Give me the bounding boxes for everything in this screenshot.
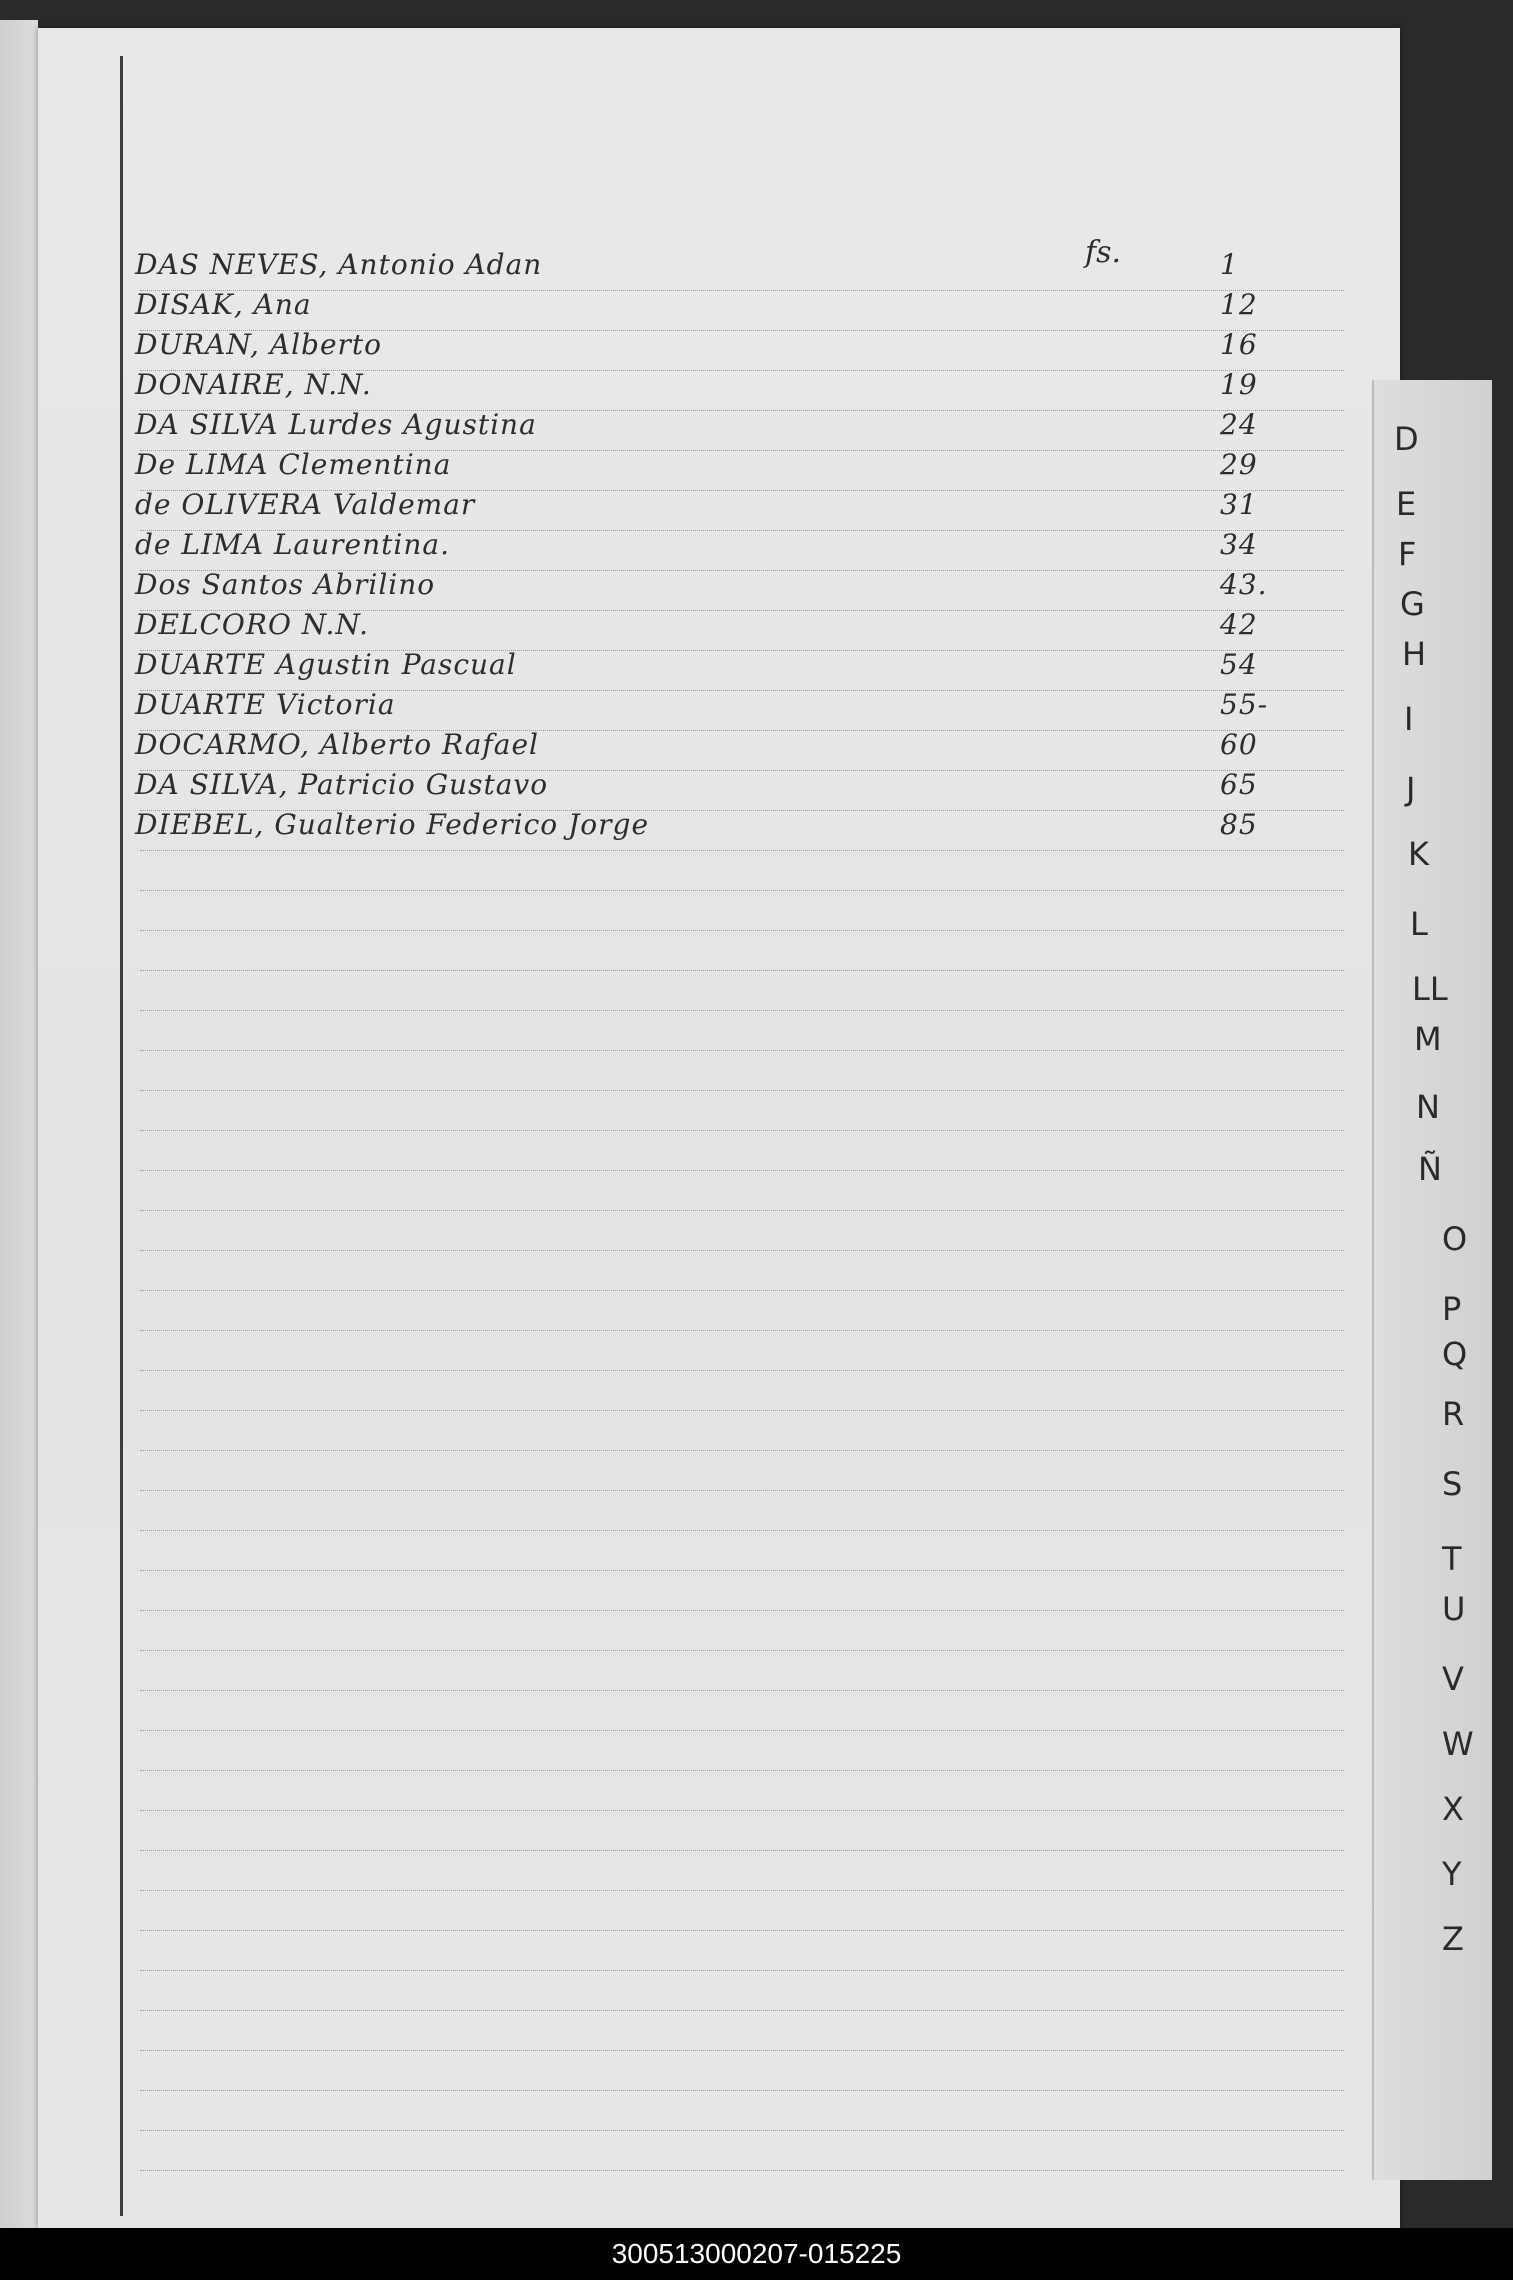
ruled-line: [140, 1170, 1344, 1171]
alphabet-tab[interactable]: G: [1400, 585, 1425, 623]
entry-name: de LIMA Laurentina.: [135, 528, 450, 561]
entry-page-number: 1: [1220, 248, 1239, 281]
index-entry: [135, 525, 1335, 565]
alphabet-tab[interactable]: X: [1442, 1790, 1464, 1828]
alphabet-tab[interactable]: J: [1406, 770, 1416, 808]
alphabet-tab[interactable]: LL: [1412, 970, 1448, 1008]
image-caption: 300513000207-015225: [0, 2228, 1513, 2280]
ruled-line: [140, 1690, 1344, 1691]
alphabet-tab[interactable]: L: [1410, 905, 1428, 943]
entry-name: de OLIVERA Valdemar: [135, 488, 476, 521]
index-entry: [135, 685, 1335, 725]
previous-page-edge: [0, 20, 38, 2228]
entry-name: DONAIRE, N.N.: [135, 368, 372, 401]
entry-name: DURAN, Alberto: [135, 328, 383, 361]
entry-page-number: 16: [1220, 328, 1258, 361]
ruled-line: [140, 1530, 1344, 1531]
alphabet-tab[interactable]: H: [1402, 635, 1427, 673]
alphabet-tab[interactable]: F: [1398, 535, 1417, 573]
ruled-line: [140, 1850, 1344, 1851]
ruled-line: [140, 1730, 1344, 1731]
alphabet-tab[interactable]: Ñ: [1418, 1150, 1442, 1188]
index-entry: [135, 285, 1335, 325]
index-entry: [135, 645, 1335, 685]
ruled-line: [140, 1970, 1344, 1971]
ruled-line: [140, 1490, 1344, 1491]
ruled-line: [140, 930, 1344, 931]
index-entry: [135, 725, 1335, 765]
alphabet-tab[interactable]: S: [1442, 1465, 1463, 1503]
ruled-line: [140, 1050, 1344, 1051]
entry-name: DUARTE Victoria: [135, 688, 396, 721]
ruled-line: [140, 1810, 1344, 1811]
entry-page-number: 65: [1220, 768, 1258, 801]
entry-page-number: 31: [1220, 488, 1258, 521]
index-entry: [135, 765, 1335, 805]
ruled-line: [140, 1650, 1344, 1651]
entry-name: DUARTE Agustin Pascual: [135, 648, 517, 681]
ruled-line: [140, 1010, 1344, 1011]
index-entries: [135, 245, 1335, 845]
index-entry: [135, 325, 1335, 365]
index-entry: [135, 605, 1335, 645]
entry-page-number: 12: [1220, 288, 1258, 321]
index-entry: [135, 405, 1335, 445]
entry-name: De LIMA Clementina: [135, 448, 452, 481]
ruled-line: [140, 2010, 1344, 2011]
entry-name: Dos Santos Abrilino: [135, 568, 436, 601]
entry-name: DIEBEL, Gualterio Federico Jorge: [135, 808, 650, 841]
index-entry: [135, 805, 1335, 845]
ruled-line: [140, 1890, 1344, 1891]
index-entry: [135, 485, 1335, 525]
index-entry: [135, 365, 1335, 405]
ruled-line: [140, 2050, 1344, 2051]
ruled-line: [140, 1570, 1344, 1571]
alphabet-tab[interactable]: R: [1442, 1395, 1465, 1433]
entry-page-number: 54: [1220, 648, 1258, 681]
index-entry: [135, 445, 1335, 485]
entry-page-number: 19: [1220, 368, 1258, 401]
ruled-line: [140, 1450, 1344, 1451]
entry-page-number: 43.: [1220, 568, 1268, 601]
ruled-line: [140, 1090, 1344, 1091]
ruled-line: [140, 850, 1344, 851]
ruled-line: [140, 1250, 1344, 1251]
alphabet-tab[interactable]: Q: [1442, 1335, 1468, 1373]
ruled-line: [140, 1130, 1344, 1131]
alphabet-tab[interactable]: N: [1416, 1088, 1440, 1126]
ruled-line: [140, 1370, 1344, 1371]
ruled-line: [140, 1610, 1344, 1611]
ruled-line: [140, 1330, 1344, 1331]
ruled-line: [140, 970, 1344, 971]
entry-page-number: 42: [1220, 608, 1258, 641]
alphabet-tab[interactable]: O: [1442, 1220, 1468, 1258]
entry-page-number: 34: [1220, 528, 1258, 561]
entry-name: DA SILVA Lurdes Agustina: [135, 408, 537, 441]
entry-name: DA SILVA, Patricio Gustavo: [135, 768, 549, 801]
entry-name: DISAK, Ana: [135, 288, 312, 321]
ruled-line: [140, 2130, 1344, 2131]
margin-line: [120, 56, 123, 2216]
alphabet-tab[interactable]: V: [1442, 1660, 1464, 1698]
alphabet-tab[interactable]: T: [1442, 1540, 1462, 1578]
ruled-line: [140, 2170, 1344, 2171]
alphabet-tab[interactable]: U: [1442, 1590, 1466, 1628]
ruled-line: [140, 890, 1344, 891]
ruled-line: [140, 1210, 1344, 1211]
entry-name: DAS NEVES, Antonio Adan: [135, 248, 543, 281]
alphabet-tab[interactable]: M: [1414, 1020, 1442, 1058]
entry-page-number: 60: [1220, 728, 1258, 761]
alphabet-tab[interactable]: Y: [1442, 1855, 1462, 1893]
alphabet-tab[interactable]: Z: [1442, 1920, 1464, 1958]
alphabet-tab[interactable]: W: [1442, 1725, 1474, 1763]
index-entry: [135, 245, 1335, 285]
index-entry: [135, 565, 1335, 605]
ruled-line: [140, 1930, 1344, 1931]
alphabet-tab[interactable]: P: [1442, 1290, 1462, 1328]
alphabet-tab-strip: [1372, 380, 1492, 2180]
alphabet-tab[interactable]: D: [1394, 420, 1419, 458]
ruled-line: [140, 1770, 1344, 1771]
entry-name: DELCORO N.N.: [135, 608, 370, 641]
entry-name: DOCARMO, Alberto Rafael: [135, 728, 539, 761]
entry-page-number: 85: [1220, 808, 1258, 841]
ruled-line: [140, 1290, 1344, 1291]
entry-page-number: 29: [1220, 448, 1258, 481]
folio-label: fs.: [1085, 235, 1122, 270]
ruled-line: [140, 1410, 1344, 1411]
alphabet-tab[interactable]: I: [1404, 700, 1414, 738]
alphabet-tab[interactable]: E: [1396, 485, 1417, 523]
entry-page-number: 24: [1220, 408, 1258, 441]
entry-page-number: 55-: [1220, 688, 1269, 721]
alphabet-tab[interactable]: K: [1408, 835, 1429, 873]
ruled-line: [140, 2090, 1344, 2091]
